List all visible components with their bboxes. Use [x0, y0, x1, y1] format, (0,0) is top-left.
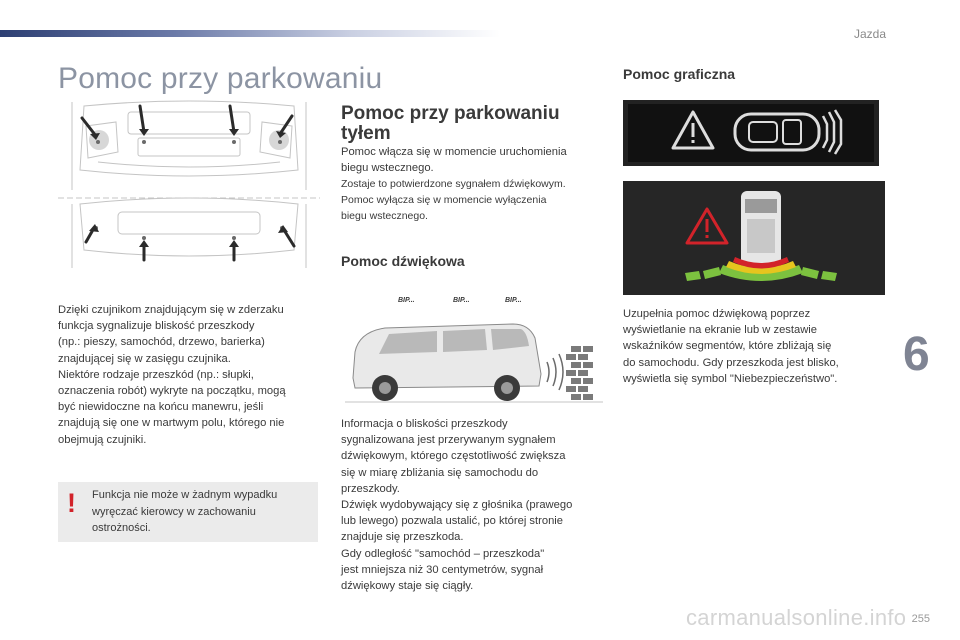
dashboard-display-graphic: [623, 100, 879, 166]
rear-parking-heading: Pomoc przy parkowaniu tyłem: [341, 103, 560, 144]
rear-parking-text-2: Zostaje to potwierdzone sygnałem dźwiękowym. Pomoc wyłącza się w momencie wyłączenia biegu wstecznego.: [341, 178, 566, 223]
page-title: Pomoc przy parkowaniu: [58, 62, 383, 95]
audible-assist-text: Informacja o bliskości przeszkody sygnalizowana jest przerywanym sygnałem dźwiękowym, którego częstotliwość zwiększa się w miarę zbliżania się samochodu do przeszkody. Dźwięk wydobywający się z głośnika (prawego lub lewego) pozwala ustalić, po której stronie znajduje się przeszkoda. Gdy odległość "samochód – przeszkoda" jest mniejsza niż 30 centymetrów, sygnał dźwiękowy staje się ciągły.: [341, 418, 573, 593]
bumper-sensors-illustration: [58, 100, 320, 270]
rear-parking-text-1: Pomoc włącza się w momencie uruchomienia biegu wstecznego.: [341, 146, 567, 175]
van-reversing-illustration: [345, 318, 603, 410]
screen-display: [623, 181, 885, 295]
dashboard-display: [623, 100, 879, 166]
visual-assist-text: Uzupełnia pomoc dźwiękową poprzez wyświetlanie na ekranie lub w zestawie wskaźników segmentów, które zbliżają się do samochodu. Gdy przeszkoda jest blisko, wyświetla się symbol "Niebezpieczeństwo".: [623, 308, 839, 385]
visual-assist-heading: Pomoc graficzna: [623, 66, 736, 82]
screen-display-graphic: [623, 181, 885, 295]
warning-text: Funkcja nie może w żadnym wypadku wyręczać kierowcy w zachowaniu ostrożności.: [92, 489, 278, 534]
bip-label: BIP...: [453, 297, 470, 304]
chapter-label: Jazda: [853, 27, 886, 41]
chapter-tab-number: 6: [903, 328, 930, 381]
bip-label: BIP...: [398, 297, 415, 304]
bip-label: BIP...: [505, 297, 522, 304]
warning-box: [58, 482, 318, 542]
header-gradient-bar: [0, 30, 500, 37]
sensor-description: Dzięki czujnikom znajdującym się w zderzaku funkcja sygnalizuje bliskość przeszkody (np.: pieszy, samochód, drzewo, barierka) znajdującej się w zasięgu czujnika. Niektóre rodzaje przeszkód (np.: słupki, oznaczenia robót) wykryte na początku, mogą być niewidoczne na końcu manewru, jeśli znajdują się one w martwym polu, którego nie obejmują czujniki.: [58, 304, 286, 446]
watermark: carmanualsonline.info: [686, 605, 907, 630]
page-number: 255: [911, 613, 930, 625]
audible-assist-heading: Pomoc dźwiękowa: [341, 253, 465, 269]
exclamation-icon: !: [67, 488, 76, 518]
